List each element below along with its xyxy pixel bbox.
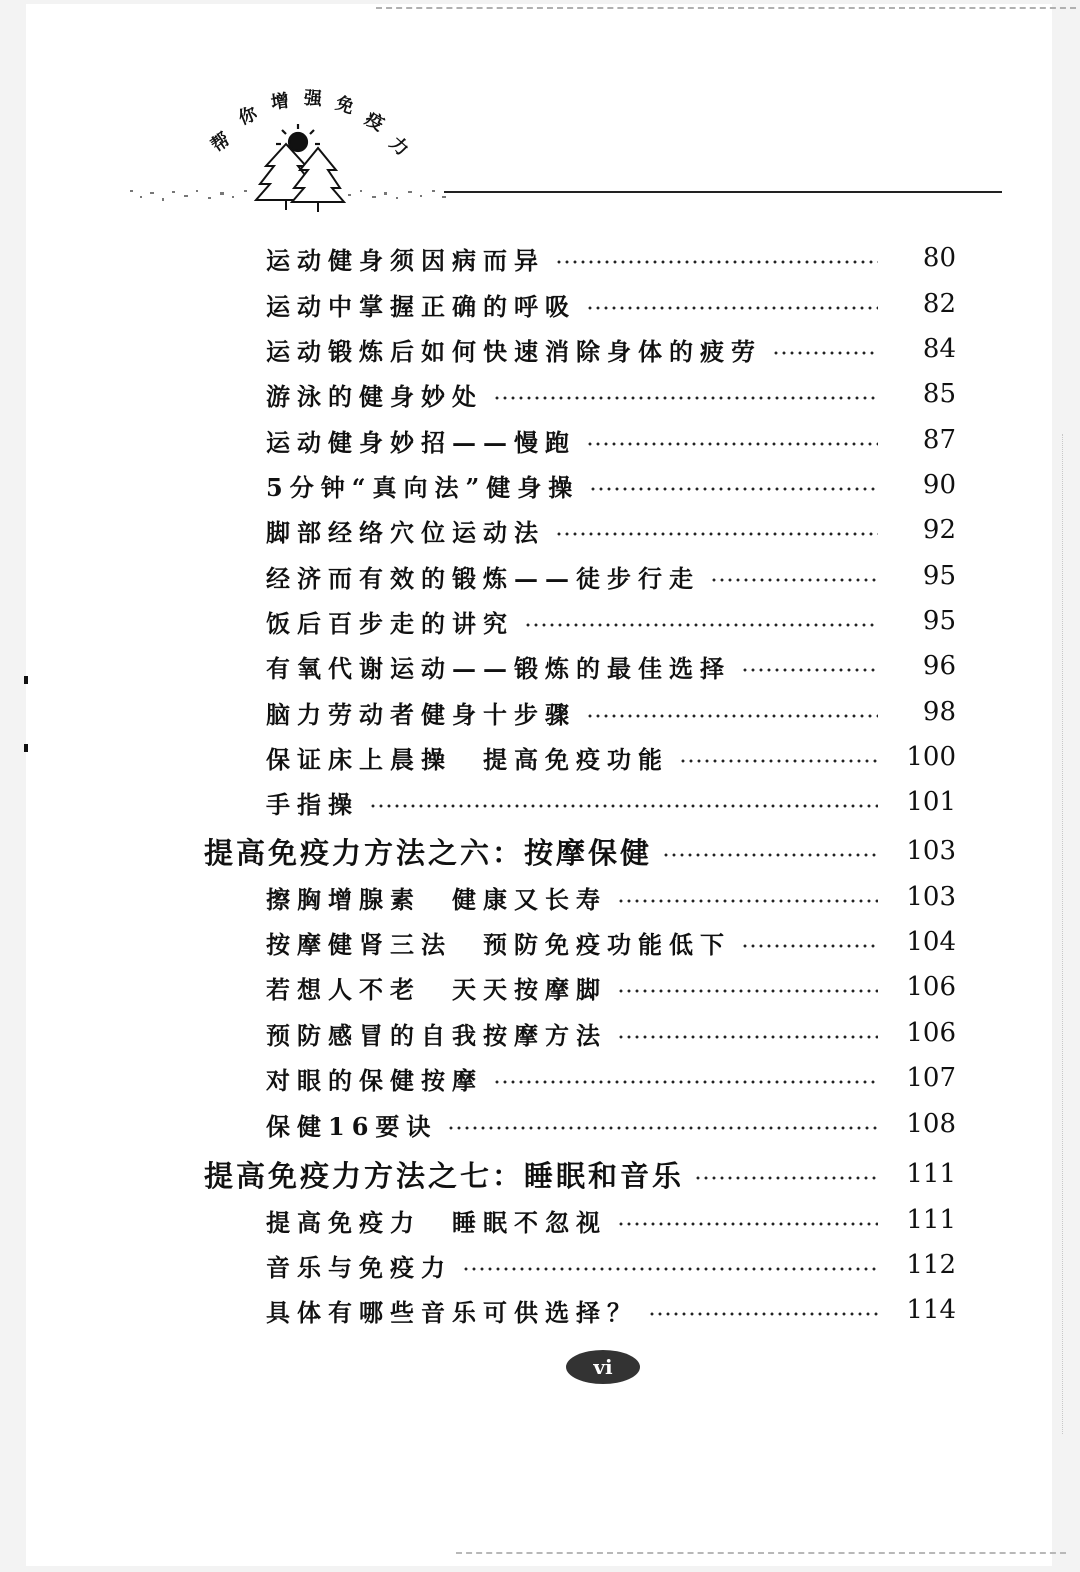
toc-entry-page: 106 bbox=[906, 1018, 956, 1048]
toc-dot-leader bbox=[586, 306, 878, 310]
toc-entry-title: 预防感冒的自我按摩方法 bbox=[266, 1020, 607, 1050]
toc-entry bbox=[266, 1102, 956, 1146]
toc-entry bbox=[266, 875, 956, 919]
toc-entry bbox=[266, 463, 956, 507]
toc-entry-page: 111 bbox=[906, 1159, 956, 1189]
toc-entry-page: 84 bbox=[922, 334, 956, 364]
toc-dot-leader bbox=[589, 487, 878, 491]
toc-entry bbox=[266, 418, 956, 462]
toc-entry bbox=[266, 1243, 956, 1287]
toc-entry-title: 提高免疫力方法之七：睡眠和音乐 bbox=[204, 1158, 685, 1193]
toc-entry-title: 音乐与免疫力 bbox=[266, 1252, 452, 1282]
toc-dot-leader bbox=[555, 532, 878, 536]
toc-entry-page: 107 bbox=[906, 1063, 956, 1093]
scan-bottom-edge bbox=[456, 1552, 1066, 1554]
header-title-char: 增 bbox=[269, 90, 291, 114]
toc-entry-page: 82 bbox=[922, 289, 956, 319]
toc-entry bbox=[266, 1198, 956, 1242]
toc-dot-leader bbox=[648, 1312, 878, 1316]
toc-dot-leader bbox=[710, 578, 878, 582]
toc-entry bbox=[266, 735, 956, 779]
toc-entry bbox=[266, 1011, 956, 1055]
toc-entry-title: 经济而有效的锻炼——徒步行走 bbox=[266, 563, 700, 593]
toc-dot-leader bbox=[694, 1176, 878, 1180]
toc-dot-leader bbox=[741, 944, 878, 948]
toc-section-heading bbox=[204, 829, 956, 873]
toc-dot-leader bbox=[493, 1080, 878, 1084]
toc-entry-page: 95 bbox=[922, 561, 956, 591]
toc-dot-leader bbox=[555, 260, 878, 264]
toc-entry-title: 手指操 bbox=[266, 789, 359, 819]
toc-dot-leader bbox=[493, 396, 878, 400]
toc-entry bbox=[266, 965, 956, 1009]
toc-entry bbox=[266, 1056, 956, 1100]
toc-dot-leader bbox=[679, 759, 878, 763]
toc-entry bbox=[266, 690, 956, 734]
toc-entry-title: 运动健身妙招——慢跑 bbox=[266, 427, 576, 457]
toc-dot-leader bbox=[369, 804, 878, 808]
toc-entry-title: 具体有哪些音乐可供选择？ bbox=[266, 1297, 638, 1327]
toc-entry bbox=[266, 554, 956, 598]
page-number-badge bbox=[566, 1350, 640, 1384]
page-number: vi bbox=[593, 1355, 613, 1379]
toc-entry-page: 95 bbox=[922, 606, 956, 636]
toc-entry-page: 100 bbox=[906, 742, 956, 772]
toc-dot-leader bbox=[662, 853, 878, 857]
toc-dot-leader bbox=[741, 668, 878, 672]
toc-dot-leader bbox=[772, 351, 878, 355]
toc-entry-title: 保健16要诀 bbox=[266, 1111, 438, 1141]
toc-entry-page: 103 bbox=[906, 882, 956, 912]
toc-entry-page: 114 bbox=[906, 1295, 956, 1325]
trees-icon bbox=[256, 144, 344, 212]
toc-entry-page: 106 bbox=[906, 972, 956, 1002]
toc-entry-page: 85 bbox=[922, 379, 956, 409]
toc-dot-leader bbox=[617, 1035, 878, 1039]
toc-entry-title: 擦胸增腺素 健康又长寿 bbox=[266, 884, 607, 914]
toc-entry bbox=[266, 508, 956, 552]
toc-entry bbox=[266, 780, 956, 824]
toc-entry-title: 5分钟“真向法”健身操 bbox=[266, 472, 580, 502]
header-title-char: 力 bbox=[385, 132, 413, 161]
toc-dot-leader bbox=[617, 989, 878, 993]
toc-entry bbox=[266, 372, 956, 416]
toc-entry-title: 运动锻炼后如何快速消除身体的疲劳 bbox=[266, 336, 762, 366]
header-title-char: 帮 bbox=[207, 128, 235, 157]
toc-entry-title: 脚部经络穴位运动法 bbox=[266, 517, 545, 547]
toc-entry bbox=[266, 644, 956, 688]
toc-entry-page: 104 bbox=[906, 927, 956, 957]
toc-entry-title: 提高免疫力方法之六：按摩保健 bbox=[204, 835, 653, 870]
toc-entry-title: 运动中掌握正确的呼吸 bbox=[266, 291, 576, 321]
toc-entry-title: 保证床上晨操 提高免疫功能 bbox=[266, 744, 669, 774]
toc-dot-leader bbox=[447, 1126, 878, 1130]
scan-right-edge bbox=[1062, 434, 1063, 1434]
toc-dot-leader bbox=[617, 899, 878, 903]
toc-entry bbox=[266, 1288, 956, 1332]
toc-dot-leader bbox=[586, 714, 878, 718]
toc-entry-page: 87 bbox=[922, 425, 956, 455]
book-page bbox=[26, 4, 1052, 1566]
toc-entry-page: 96 bbox=[922, 651, 956, 681]
toc-entry bbox=[266, 327, 956, 371]
header-rule bbox=[444, 191, 1002, 193]
toc-entry-title: 有氧代谢运动——锻炼的最佳选择 bbox=[266, 653, 731, 683]
header-title-char: 强 bbox=[303, 87, 323, 111]
toc-dot-leader bbox=[617, 1222, 878, 1226]
toc-entry bbox=[266, 282, 956, 326]
toc-entry-page: 92 bbox=[922, 515, 956, 545]
toc-entry-page: 103 bbox=[906, 836, 956, 866]
toc-dot-leader bbox=[524, 623, 878, 627]
header-logo bbox=[126, 86, 456, 216]
toc-entry-page: 101 bbox=[906, 787, 956, 817]
toc-entry bbox=[266, 920, 956, 964]
header-title-char: 免 bbox=[332, 92, 357, 119]
toc-entry-page: 111 bbox=[906, 1205, 956, 1235]
header-title-char: 疫 bbox=[361, 108, 388, 136]
scan-edge-mark bbox=[24, 676, 28, 684]
scan-top-edge bbox=[376, 7, 1076, 9]
scan-edge-mark bbox=[24, 744, 28, 752]
toc-dot-leader bbox=[462, 1267, 878, 1271]
toc-entry-page: 108 bbox=[906, 1109, 956, 1139]
toc-entry-title: 运动健身须因病而异 bbox=[266, 245, 545, 275]
toc-entry-page: 98 bbox=[922, 697, 956, 727]
toc-entry-title: 按摩健肾三法 预防免疫功能低下 bbox=[266, 929, 731, 959]
toc-entry bbox=[266, 236, 956, 280]
toc-section-heading bbox=[204, 1152, 956, 1196]
toc-entry-page: 90 bbox=[922, 470, 956, 500]
toc-entry-page: 80 bbox=[922, 243, 956, 273]
toc-dot-leader bbox=[586, 442, 878, 446]
toc-entry-title: 对眼的保健按摩 bbox=[266, 1065, 483, 1095]
toc-entry-title: 脑力劳动者健身十步骤 bbox=[266, 699, 576, 729]
toc-entry bbox=[266, 599, 956, 643]
toc-entry-title: 饭后百步走的讲究 bbox=[266, 608, 514, 638]
toc-entry-title: 提高免疫力 睡眠不忽视 bbox=[266, 1207, 607, 1237]
toc-entry-title: 若想人不老 天天按摩脚 bbox=[266, 974, 607, 1004]
toc-entry-page: 112 bbox=[906, 1250, 956, 1280]
toc-entry-title: 游泳的健身妙处 bbox=[266, 381, 483, 411]
header-title-char: 你 bbox=[235, 103, 261, 130]
